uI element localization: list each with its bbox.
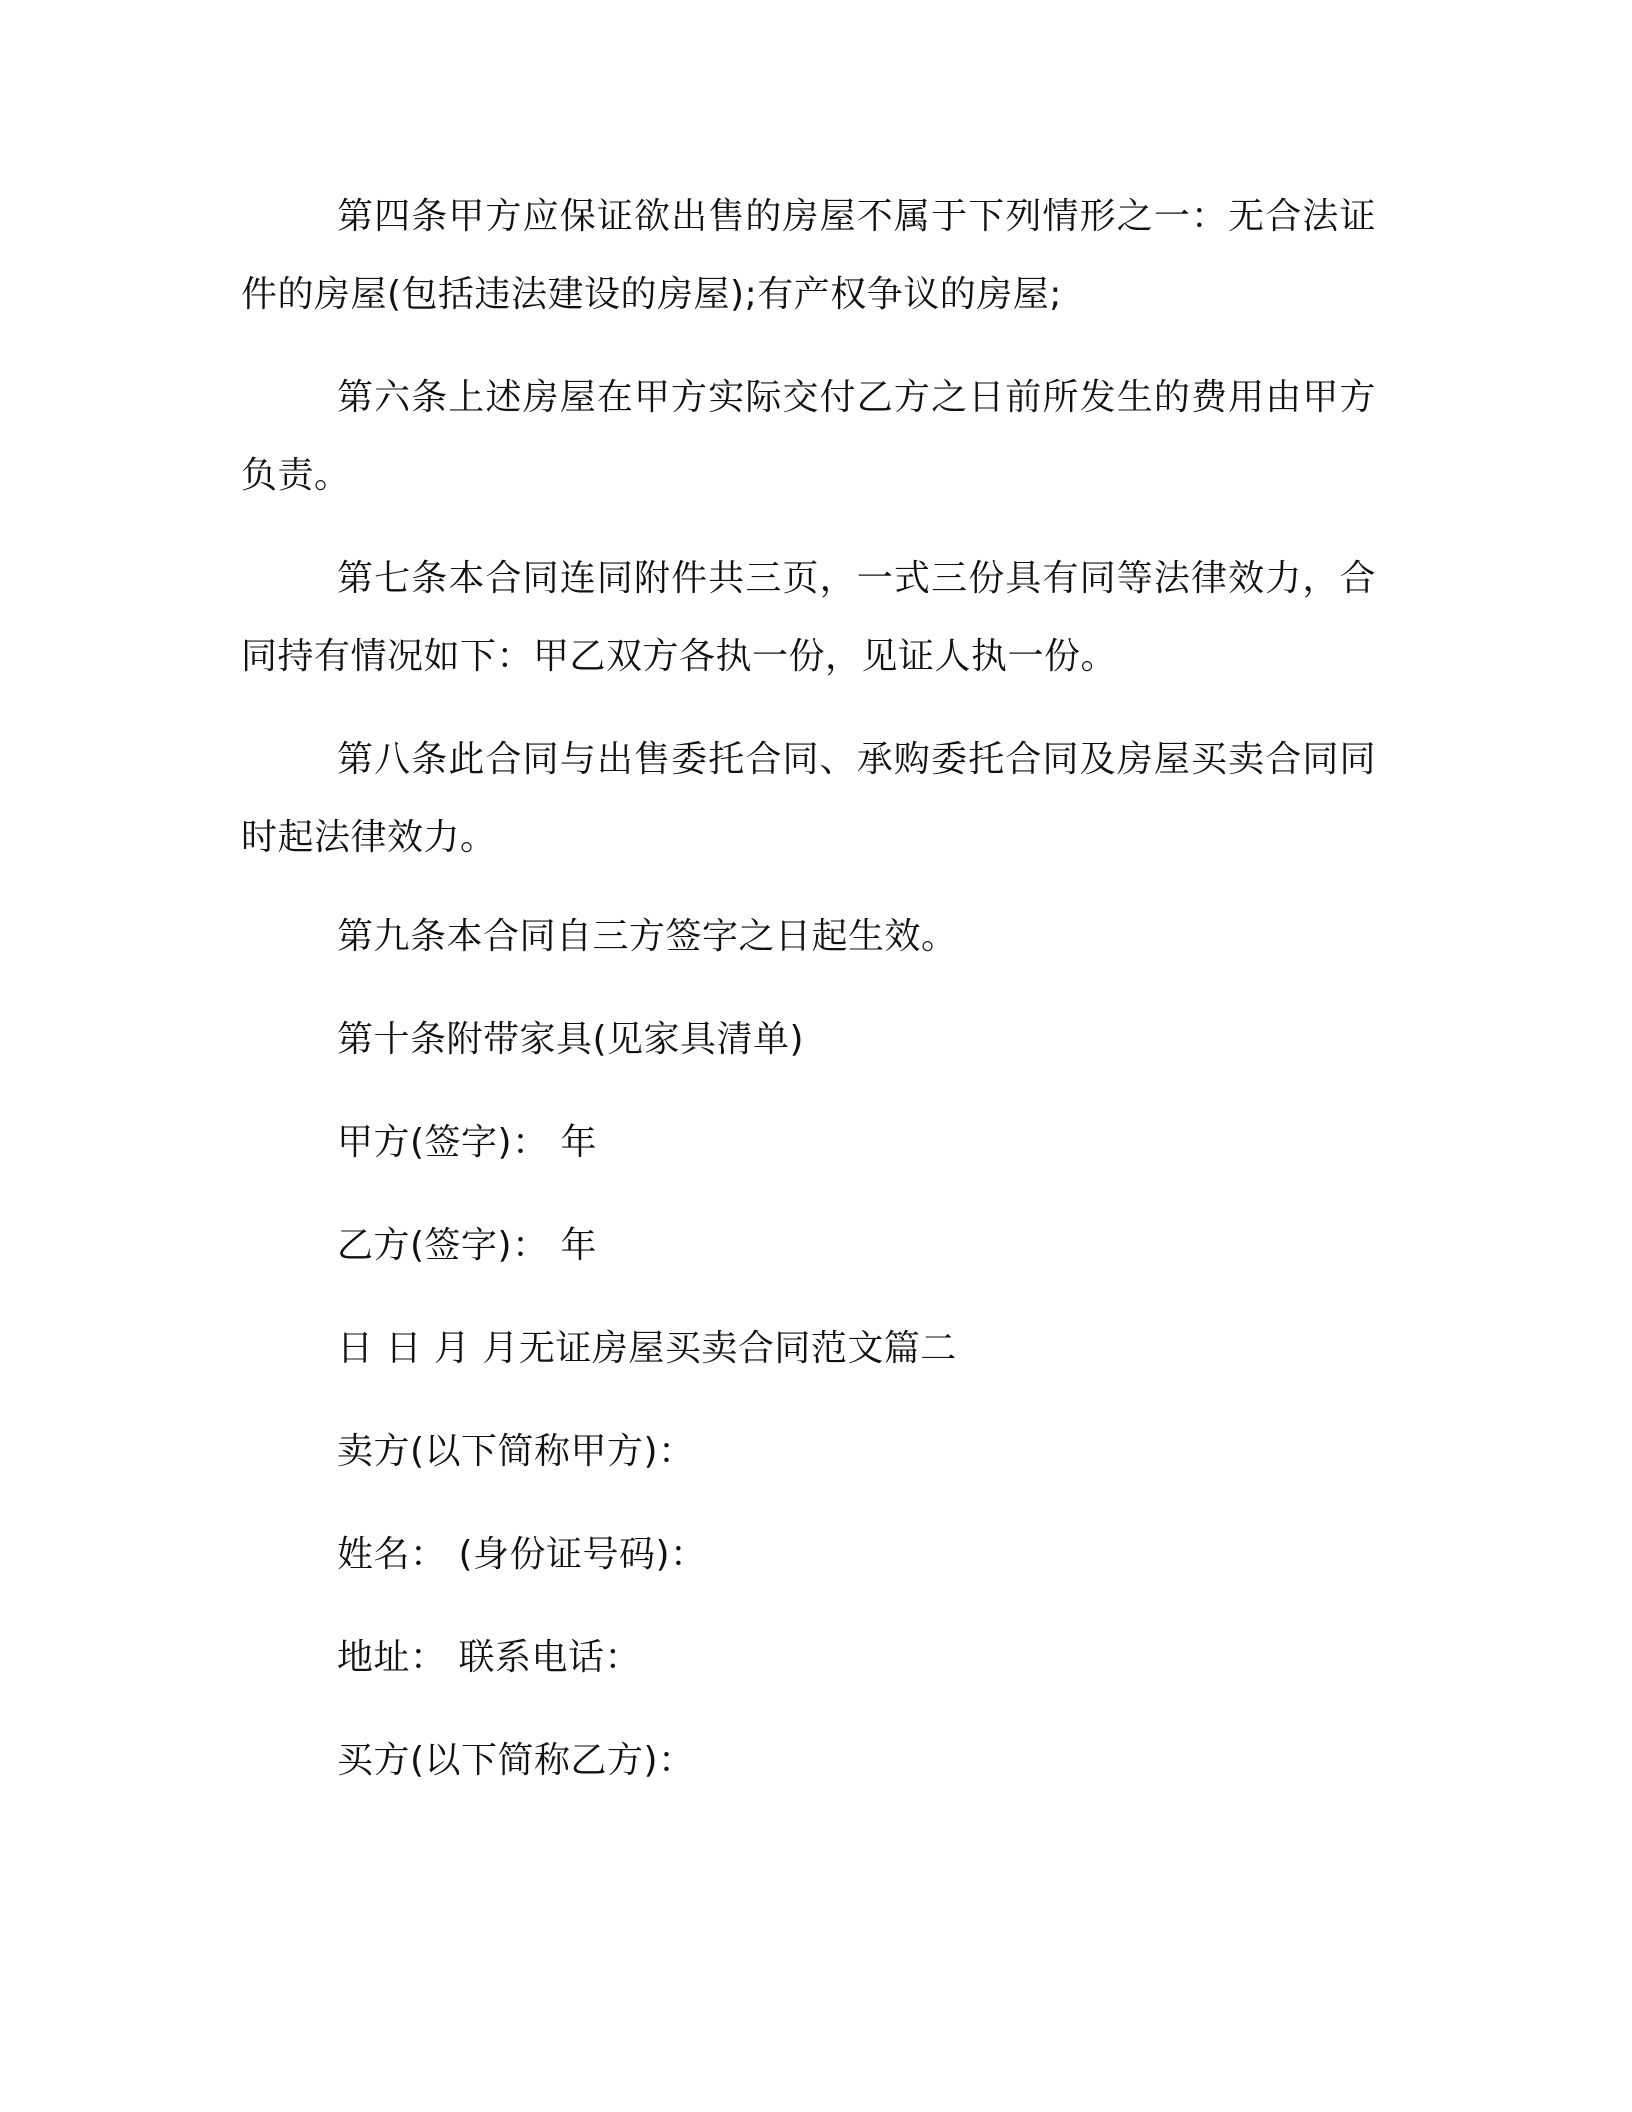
clause-ten-line: 第十条附带家具(见家具清单) xyxy=(337,1019,805,1060)
party-a-signature-line: 甲方(签字)： 年 xyxy=(337,1122,598,1163)
clause-eight-paragraph: 第八条此合同与出售委托合同、承购委托合同及房屋买卖合同同时起法律效力。 xyxy=(241,739,1376,858)
seller-label: 卖方(以下简称甲方)： xyxy=(337,1431,695,1472)
clause-six-paragraph: 第六条上述房屋在甲方实际交付乙方之日前所发生的费用由甲方负责。 xyxy=(241,377,1376,496)
buyer-label: 买方(以下简称乙方)： xyxy=(337,1740,695,1781)
address-phone-label: 地址： 联系电话： xyxy=(337,1637,641,1678)
party-b-signature-line: 乙方(签字)： 年 xyxy=(337,1225,598,1266)
clause-nine-line: 第九条本合同自三方签字之日起生效。 xyxy=(337,916,958,957)
name-id-label: 姓名： (身份证号码)： xyxy=(337,1534,707,1575)
clause-seven-paragraph: 第七条本合同连同附件共三页，一式三份具有同等法律效力，合同持有情况如下：甲乙双方各执一份，见证人执一份。 xyxy=(241,558,1376,677)
section-two-heading: 日 日 月 月无证房屋买卖合同范文篇二 xyxy=(337,1328,957,1369)
clause-four-paragraph: 第四条甲方应保证欲出售的房屋不属于下列情形之一：无合法证件的房屋(包括违法建设的房屋);有产权争议的房屋; xyxy=(241,196,1376,315)
